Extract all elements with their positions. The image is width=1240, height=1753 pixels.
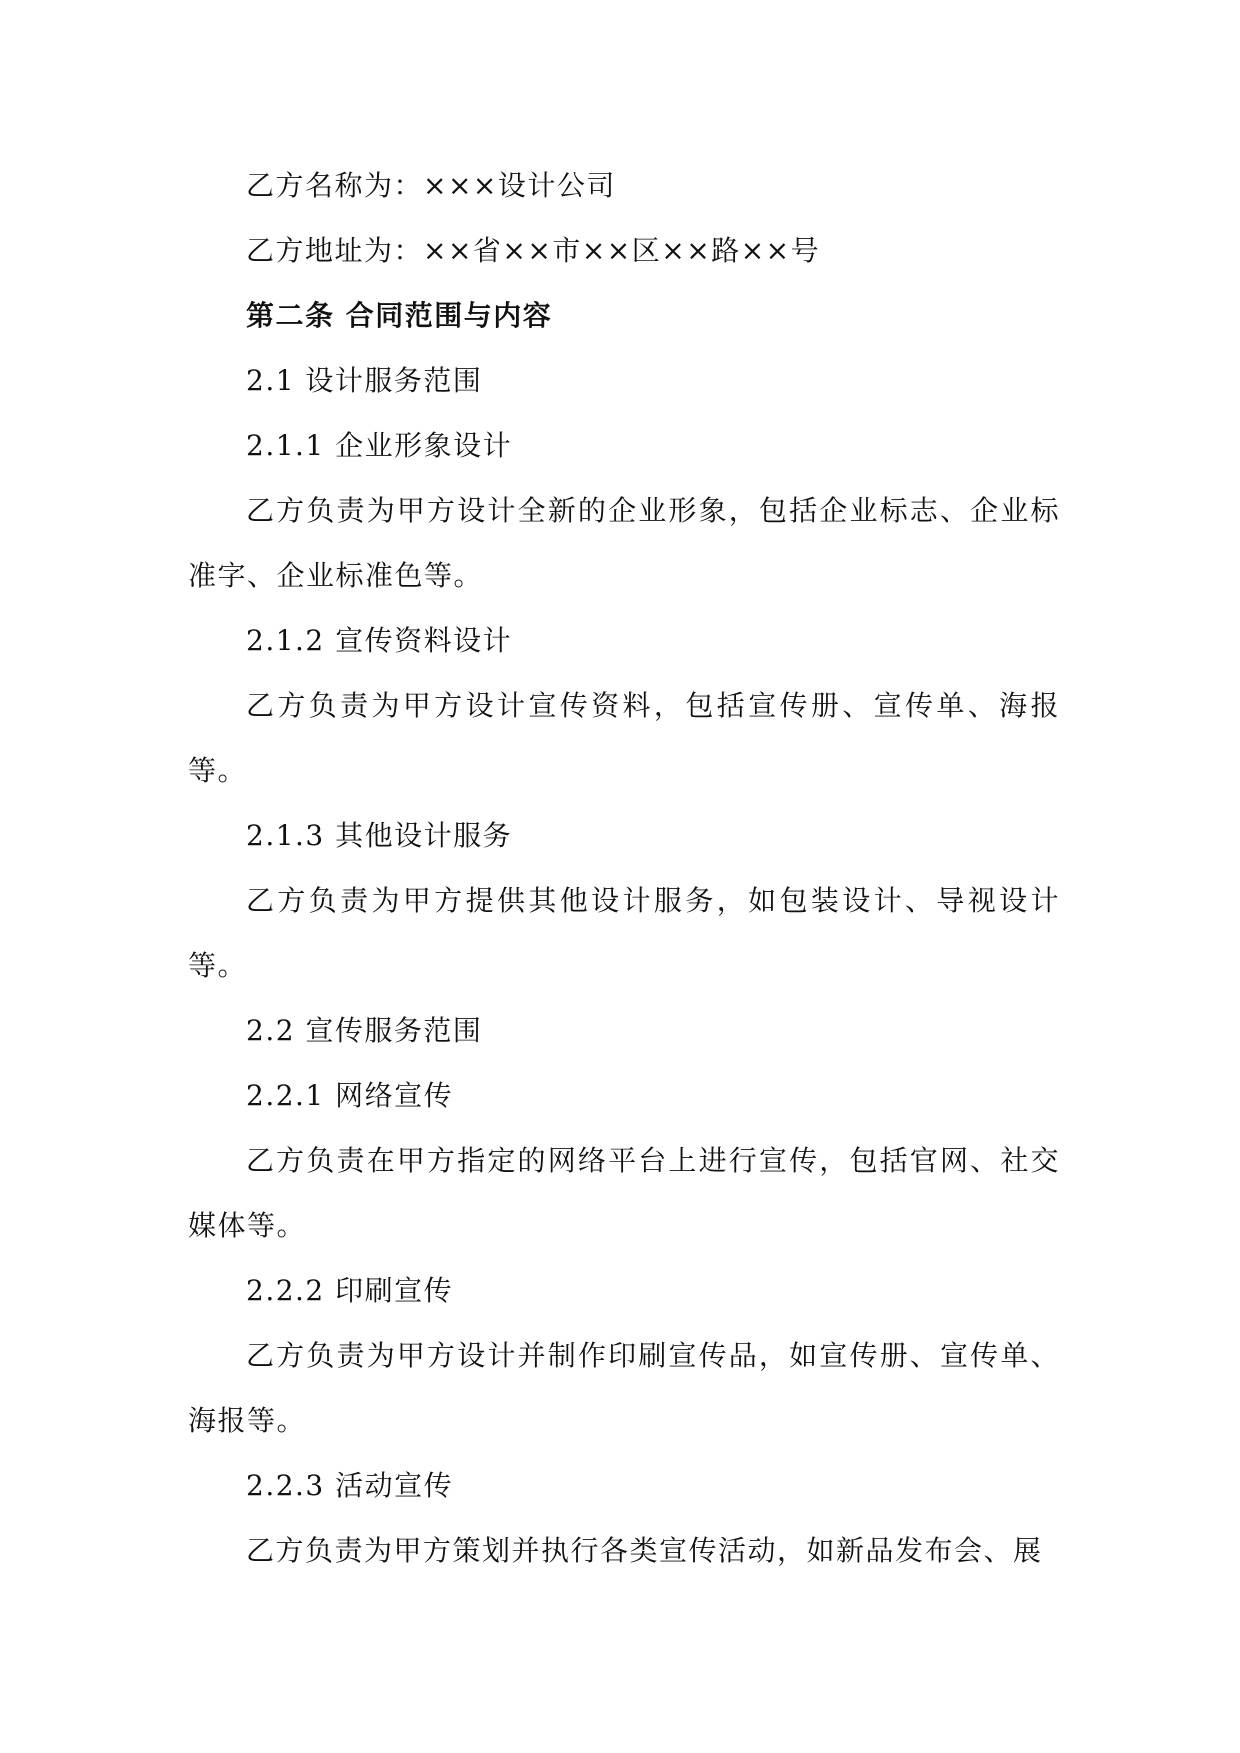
section-2-2-3-heading: 2.2.3 活动宣传 bbox=[246, 1469, 454, 1502]
section-2-1-3-heading: 2.1.3 其他设计服务 bbox=[246, 819, 513, 852]
section-2-1-heading: 2.1 设计服务范围 bbox=[246, 364, 483, 397]
party-b-address: 乙方地址为：××省××市××区××路××号 bbox=[246, 234, 821, 267]
section-2-1-2-text: 乙方负责为甲方设计宣传资料，包括宣传册、宣传单、海报等。 bbox=[188, 689, 1060, 787]
section-2-2-2-text: 乙方负责为甲方设计并制作印刷宣传品，如宣传册、宣传单、海报等。 bbox=[188, 1339, 1060, 1437]
party-b-name: 乙方名称为：×××设计公司 bbox=[246, 169, 616, 202]
section-2-1-2-heading: 2.1.2 宣传资料设计 bbox=[246, 624, 513, 657]
section-2-2-1-heading: 2.2.1 网络宣传 bbox=[246, 1079, 454, 1112]
section-2-2-3-text: 乙方负责为甲方策划并执行各类宣传活动，如新品发布会、展 bbox=[246, 1534, 1043, 1567]
section-2-2-1-text: 乙方负责在甲方指定的网络平台上进行宣传，包括官网、社交媒体等。 bbox=[188, 1144, 1060, 1242]
section-2-1-3-text: 乙方负责为甲方提供其他设计服务，如包装设计、导视设计等。 bbox=[188, 884, 1060, 982]
section-2-1-1-heading: 2.1.1 企业形象设计 bbox=[246, 429, 513, 462]
article-heading: 第二条 合同范围与内容 bbox=[246, 299, 553, 332]
section-2-2-2-heading: 2.2.2 印刷宣传 bbox=[246, 1274, 454, 1307]
document-body bbox=[188, 153, 1060, 1583]
section-2-2-heading: 2.2 宣传服务范围 bbox=[246, 1014, 483, 1047]
section-2-1-1-text: 乙方负责为甲方设计全新的企业形象，包括企业标志、企业标准字、企业标准色等。 bbox=[188, 494, 1060, 592]
